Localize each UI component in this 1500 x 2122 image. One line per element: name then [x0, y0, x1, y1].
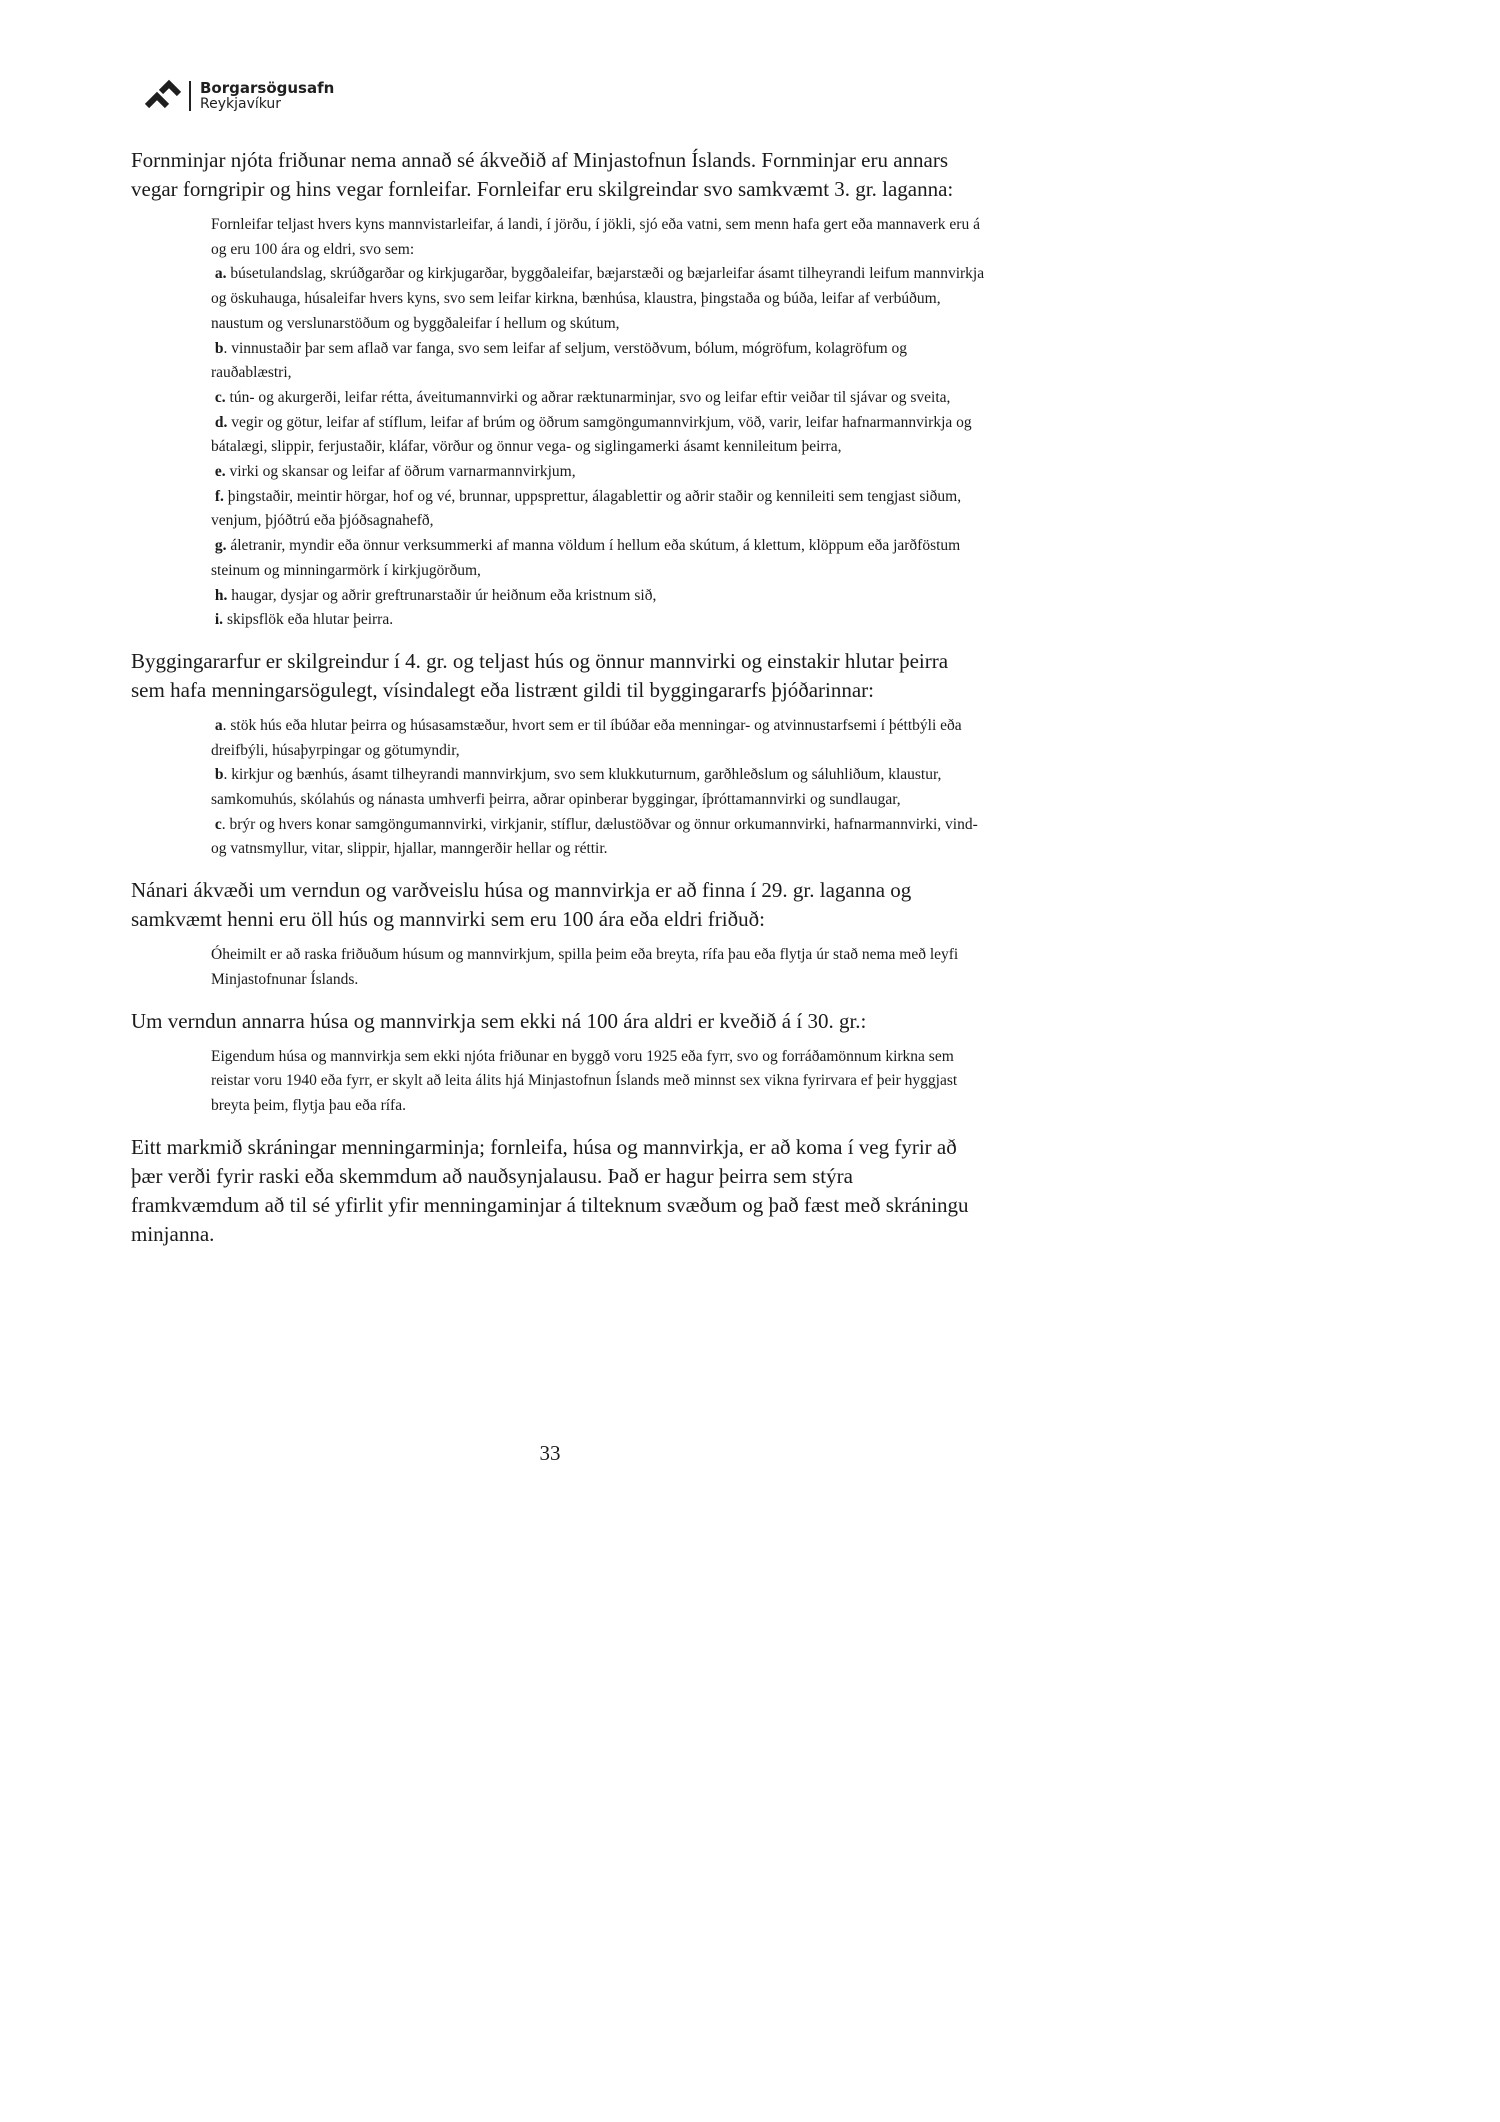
- paragraph-markmid: Eitt markmið skráningar menningarminja; fornleifa, húsa og mannvirkja, er að koma í veg fyrir að þær verði fyrir raski eða skemmdum að nauðsynjalausu. Það er hagur þeirra sem stýra framkvæmdum að til sé yfirlit yfir menningaminjar á tilteknum svæðum og það fæst með skráningu minjanna.: [131, 1134, 969, 1246]
- list-item-text: vegir og götur, leifar af stíflum, leifar af brúm og öðrum samgöngumannvirkjum, vöð, varir, leifar hafnarmannvirkja og bátalægi, slippir, ferjustaðir, kláfar, vörður og önnur vega- og siglingamerki ásamt kennileitum þeirra,: [211, 413, 972, 456]
- header-logo: [141, 76, 334, 116]
- paragraph-byggingararfur: Byggingararfur er skilgreindur í 4. gr. og teljast hús og önnur mannvirki og einstakir hlutar þeirra sem hafa menningarsögulegt, vísindalegt eða listrænt gildi til byggingararfs þjóðarinnar:: [131, 648, 949, 702]
- list-item: [211, 337, 986, 386]
- list-item-text: . kirkjur og bænhús, ásamt tilheyrandi mannvirkjum, svo sem klukkuturnum, garðhleðslum og sáluhliðum, klaustur, samkomuhús, skólahús og nánasta umhverfi þeirra, aðrar opinberar byggingar, íþróttamannvirki og sundlaugar,: [211, 766, 942, 809]
- list-item: [211, 534, 986, 583]
- list-item-text: haugar, dysjar og aðrir greftrunarstaðir úr heiðnum eða kristnum sið,: [227, 586, 657, 604]
- logo-city: Reykjavíkur: [200, 95, 282, 112]
- page-number: 33: [539, 1441, 561, 1465]
- list-item-text: þingstaðir, meintir hörgar, hof og vé, brunnar, uppsprettur, álagablettir og aðrir staðir og kennileiti sem tengjast siðum, venjum, þjóðtrú eða þjóðsagnahefð,: [211, 487, 962, 530]
- list-item: [211, 608, 986, 633]
- list-item-text: . vinnustaðir þar sem aflað var fanga, svo sem leifar af seljum, verstöðvum, bólum, mógröfum, kolagröfum og rauðablæstri,: [211, 339, 908, 382]
- logo-divider: [189, 81, 191, 111]
- list-item: [211, 485, 986, 534]
- list-item-letter: h.: [214, 586, 228, 604]
- list-item: [211, 262, 986, 336]
- quote-30-gr: [211, 1045, 986, 1119]
- list-item: [211, 386, 986, 411]
- list-item: [211, 411, 986, 460]
- list-item-letter: i.: [214, 611, 224, 629]
- list-item-letter: a.: [214, 265, 227, 283]
- list-item-text: skipsflök eða hlutar þeirra.: [223, 611, 394, 629]
- list-item-letter: b: [214, 766, 224, 784]
- list-item-text: . brýr og hvers konar samgöngumannvirki, virkjanir, stíflur, dælustöðvar og önnur orkumannvirki, hafnarmannvirki, vind- og vatnsmyllur, vitar, slippir, hjallar, manngerðir hellar og réttir.: [211, 815, 978, 858]
- quote-intro: Fornleifar teljast hvers kyns mannvistarleifar, á landi, í jörðu, í jökli, sjó eða vatni, sem menn hafa gert eða mannaverk eru á og eru 100 ára og eldri, svo sem:: [211, 216, 980, 258]
- list-item: [211, 584, 986, 609]
- quote-text: Óheimilt er að raska friðuðum húsum og mannvirkjum, spilla þeim eða breyta, rífa þau eða flytja úr stað nema með leyfi Minjastofnunar Íslands.: [211, 946, 959, 988]
- list-item-text: virki og skansar og leifar af öðrum varnarmannvirkjum,: [225, 463, 576, 481]
- list-item-letter: g.: [214, 537, 227, 555]
- list-item: [211, 813, 986, 862]
- list-item-letter: b: [214, 339, 224, 357]
- logo-text: [200, 78, 335, 112]
- list-item-text: tún- og akurgerði, leifar rétta, áveitumannvirki og aðrar ræktunarminjar, svo og leifar eftir veiðar til sjávar og sveita,: [225, 388, 951, 406]
- paragraph-29-gr: Nánari ákvæði um verndun og varðveislu húsa og mannvirkja er að finna í 29. gr. laganna og samkvæmt henni eru öll hús og mannvirki sem eru 100 ára eða eldri friðuð:: [131, 878, 912, 932]
- list-item: [211, 714, 986, 763]
- list-item-text: . stök hús eða hlutar þeirra og húsasamstæður, hvort sem er til íbúðar eða menningar- og atvinnustarfsemi í þéttbýli eða dreifbýli, húsaþyrpingar og götumyndir,: [211, 716, 962, 759]
- quote-fornleifar: [211, 213, 986, 633]
- paragraph-30-gr: Um verndun annarra húsa og mannvirkja sem ekki ná 100 ára aldri er kveðið á í 30. gr.:: [131, 1008, 867, 1033]
- quote-byggingararfur: [211, 714, 986, 862]
- list-item-letter: c.: [214, 388, 226, 406]
- list-item-letter: c: [214, 815, 222, 833]
- quote-29-gr: [211, 943, 986, 992]
- list-item-text: áletranir, myndir eða önnur verksummerki af manna völdum í hellum eða skútum, á klettum, klöppum eða jarðföstum steinum og minningarmörk í kirkjugörðum,: [211, 537, 961, 579]
- list-item-letter: d.: [214, 413, 228, 431]
- list-item-text: búsetulandslag, skrúðgarðar og kirkjugarðar, byggðaleifar, bæjarstæði og bæjarleifar ásamt tilheyrandi leifum mannvirkja og öskuhauga, húsaleifar hvers kyns, svo sem leifar kirkna, bænhúsa, klaustra, þingstaða og búða, leifar af verbúðum, naustum og verslunarstöðum og byggðaleifar í hellum og skútum,: [211, 265, 985, 332]
- list-item: [211, 460, 986, 485]
- paragraph-fornminjar: Fornminjar njóta friðunar nema annað sé ákveðið af Minjastofnun Íslands. Fornminjar eru annars vegar forngripir og hins vegar fornleifar. Fornleifar eru skilgreindar svo samkvæmt 3. gr. laganna:: [131, 148, 954, 201]
- list-item-letter: a: [214, 716, 223, 734]
- chevron-mark-icon: [141, 76, 183, 117]
- list-item-letter: f.: [214, 487, 224, 505]
- list-item-letter: e.: [214, 463, 226, 481]
- logo-name: Borgarsögusafn: [200, 78, 335, 97]
- list-item: [211, 763, 986, 812]
- quote-text: Eigendum húsa og mannvirkja sem ekki njóta friðunar en byggð voru 1925 eða fyrr, svo og forráðamönnum kirkna sem reistar voru 1940 eða fyrr, er skylt að leita álits hjá Minjastofnun Íslands með minnst sex vikna fyrirvara ef þeir hyggjast breyta þeim, flytja þau eða rífa.: [211, 1047, 958, 1114]
- document-body: [131, 146, 983, 1249]
